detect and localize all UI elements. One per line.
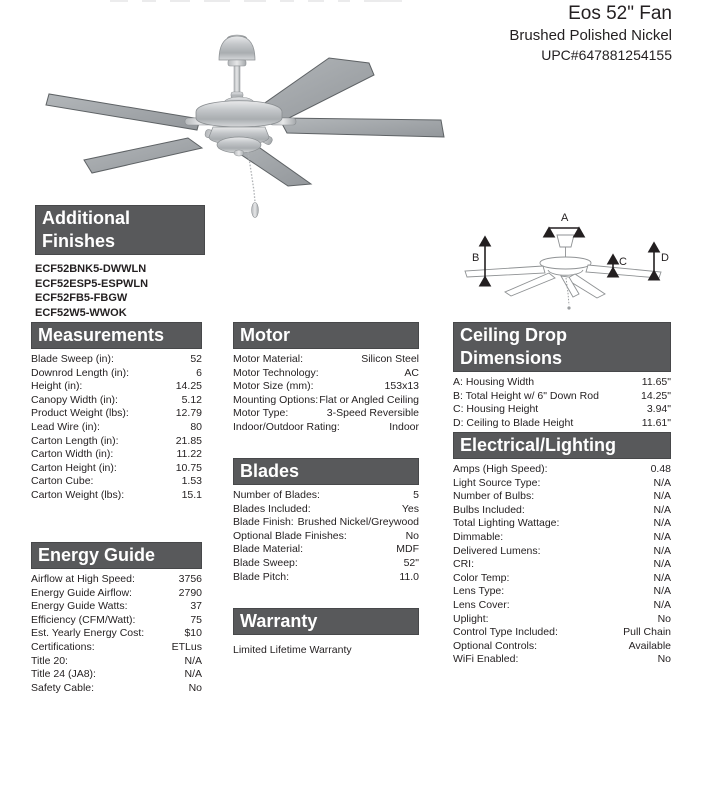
spec-row — [453, 585, 671, 599]
spec-label: Height (in): — [31, 380, 83, 393]
spec-label: Blades Included: — [233, 502, 311, 515]
spec-row — [233, 407, 419, 421]
spec-value: N/A — [653, 571, 671, 584]
spec-row — [233, 557, 419, 571]
spec-row — [233, 353, 419, 367]
measurements-rows — [31, 353, 202, 503]
spec-label: Motor Material: — [233, 353, 304, 365]
spec-row — [31, 587, 202, 601]
spec-value: 14.25 — [175, 380, 202, 393]
finish-item: ECF52FB5-FBGW — [35, 292, 128, 304]
ceiling-drop-section — [453, 322, 671, 430]
spec-label: Carton Weight (lbs): — [31, 488, 125, 501]
spec-label: Uplight: — [453, 612, 489, 625]
spec-row — [31, 367, 202, 381]
spec-row — [453, 572, 671, 586]
spec-label: Optional Blade Finishes: — [233, 529, 347, 542]
spec-value: 11.65" — [641, 376, 671, 388]
spec-row — [233, 516, 419, 530]
spec-value: 0.48 — [650, 463, 671, 475]
spec-value: 11.0 — [399, 570, 419, 583]
spec-row — [233, 421, 419, 435]
spec-value: MDF — [396, 543, 419, 556]
energy-guide-rows — [31, 573, 202, 695]
warranty-text: Limited Lifetime Warranty — [233, 644, 352, 656]
spec-row — [233, 489, 419, 503]
spec-value: 52 — [190, 353, 202, 365]
spec-label: Product Weight (lbs): — [31, 407, 129, 420]
spec-label: Motor Size (mm): — [233, 380, 314, 393]
spec-label: Est. Yearly Energy Cost: — [31, 627, 145, 640]
spec-value: 11.22 — [176, 448, 202, 461]
spec-value: 2790 — [178, 586, 202, 599]
spec-label: CRI: — [453, 558, 474, 571]
spec-value: No — [188, 681, 202, 694]
blades-section — [233, 458, 419, 584]
spec-label: Title 20: — [31, 654, 68, 667]
electrical-lighting-section — [453, 432, 671, 667]
motor-rows — [233, 353, 419, 435]
additional-finishes-header: Additional Finishes — [35, 205, 205, 255]
spec-label: Carton Height (in): — [31, 461, 117, 474]
spec-row — [453, 417, 671, 431]
spec-label: Control Type Included: — [453, 626, 558, 639]
spec-label: Canopy Width (in): — [31, 393, 118, 406]
warranty-section — [233, 608, 419, 657]
spec-label: Downrod Length (in): — [31, 366, 130, 379]
spec-value: Brushed Nickel/Greywood — [297, 516, 419, 529]
spec-value: Silicon Steel — [361, 353, 419, 365]
spec-row — [31, 380, 202, 394]
spec-row — [453, 477, 671, 491]
spec-value: N/A — [184, 668, 202, 681]
spec-label: Carton Width (in): — [31, 448, 114, 461]
additional-finishes-list — [35, 262, 205, 320]
spec-value: 153x13 — [384, 380, 419, 393]
spec-label: Title 24 (JA8): — [31, 668, 96, 681]
spec-row — [233, 543, 419, 557]
spec-label: Delivered Lumens: — [453, 544, 541, 557]
spec-label: Blade Material: — [233, 543, 304, 556]
spec-row — [453, 613, 671, 627]
spec-label: Energy Guide Airflow: — [31, 586, 132, 599]
measurements-header: Measurements — [31, 322, 202, 349]
spec-row — [31, 668, 202, 682]
spec-value: 14.25" — [640, 389, 671, 402]
energy-guide-section — [31, 542, 202, 695]
spec-value: 5 — [413, 489, 419, 501]
spec-label: Motor Type: — [233, 407, 289, 420]
spec-value: N/A — [653, 530, 671, 543]
ceiling-drop-header: Ceiling Drop Dimensions — [453, 322, 671, 372]
spec-label: Lens Cover: — [453, 598, 510, 611]
spec-row — [453, 390, 671, 404]
spec-label: Total Lighting Wattage: — [453, 517, 560, 530]
spec-value: 80 — [190, 420, 202, 433]
spec-label: Safety Cable: — [31, 681, 95, 694]
spec-row — [233, 503, 419, 517]
spec-label: Blade Finish: — [233, 516, 294, 529]
diagram-label-b: B — [472, 252, 480, 264]
additional-finishes-section — [35, 205, 205, 320]
spec-row — [453, 640, 671, 654]
spec-label: Dimmable: — [453, 530, 504, 543]
product-upc: UPC#647881254155 — [541, 47, 672, 63]
spec-value: N/A — [653, 503, 671, 516]
spec-value: 11.61" — [641, 416, 671, 429]
ceiling-drop-rows — [453, 376, 671, 430]
spec-value: 6 — [196, 366, 202, 379]
spec-label: Motor Technology: — [233, 366, 319, 379]
spec-value: No — [657, 612, 671, 625]
finish-item: ECF52W5-WWOK — [35, 306, 127, 319]
spec-label: Optional Controls: — [453, 639, 538, 652]
diagram-label-a: A — [561, 212, 569, 224]
spec-row — [31, 448, 202, 462]
spec-label: Blade Sweep: — [233, 556, 298, 569]
spec-label: Bulbs Included: — [453, 503, 525, 516]
spec-row — [233, 394, 419, 408]
blades-rows — [233, 489, 419, 584]
electrical-lighting-rows — [453, 463, 671, 667]
spec-label: Efficiency (CFM/Watt): — [31, 613, 136, 626]
spec-value: 75 — [190, 613, 202, 626]
spec-row — [453, 558, 671, 572]
spec-label: Number of Bulbs: — [453, 490, 535, 503]
spec-row — [31, 489, 202, 503]
spec-value: Indoor — [389, 420, 419, 433]
cropped-logo-remnant — [110, 0, 400, 3]
spec-value: N/A — [653, 490, 671, 503]
spec-row — [31, 462, 202, 476]
spec-value: N/A — [653, 558, 671, 571]
spec-row — [233, 571, 419, 585]
measurements-section — [31, 322, 202, 503]
spec-value: $10 — [184, 627, 202, 640]
blades-header: Blades — [233, 458, 419, 485]
spec-label: Amps (High Speed): — [453, 463, 548, 475]
product-finish: Brushed Polished Nickel — [509, 27, 672, 44]
spec-label: Number of Blades: — [233, 489, 320, 501]
ceiling-drop-diagram — [453, 197, 683, 319]
spec-row — [453, 376, 671, 390]
fan-product-image — [35, 6, 455, 234]
spec-label: C: Housing Height — [453, 403, 539, 416]
spec-label: Carton Cube: — [31, 475, 94, 488]
spec-value: N/A — [653, 598, 671, 611]
spec-label: Color Temp: — [453, 571, 510, 584]
spec-label: Lens Type: — [453, 585, 505, 598]
spec-value: 3-Speed Reversible — [326, 407, 419, 420]
spec-value: Flat or Angled Ceiling — [319, 393, 419, 406]
energy-guide-header: Energy Guide — [31, 542, 202, 569]
spec-value: N/A — [653, 476, 671, 489]
spec-row — [453, 490, 671, 504]
finish-item: ECF52BNK5-DWWLN — [35, 263, 147, 275]
spec-value: N/A — [653, 544, 671, 557]
spec-value: 10.75 — [175, 461, 202, 474]
spec-value: 1.53 — [181, 475, 202, 488]
spec-label: B: Total Height w/ 6" Down Rod — [453, 389, 599, 402]
spec-value: No — [405, 529, 419, 542]
title-block — [509, 2, 672, 65]
spec-row — [453, 545, 671, 559]
spec-row — [453, 504, 671, 518]
spec-row — [233, 367, 419, 381]
spec-row — [31, 627, 202, 641]
spec-row — [31, 394, 202, 408]
spec-label: Certifications: — [31, 640, 95, 653]
spec-row — [31, 435, 202, 449]
spec-value: N/A — [653, 585, 671, 598]
spec-value: ETLus — [171, 640, 202, 653]
diagram-label-d: D — [661, 252, 669, 264]
spec-label: Energy Guide Watts: — [31, 600, 128, 613]
spec-row — [31, 573, 202, 587]
spec-row — [31, 421, 202, 435]
spec-row — [453, 531, 671, 545]
spec-row — [453, 403, 671, 417]
spec-row — [31, 600, 202, 614]
electrical-lighting-header: Electrical/Lighting — [453, 432, 671, 459]
warranty-header: Warranty — [233, 608, 419, 635]
spec-row — [453, 463, 671, 477]
spec-row — [233, 380, 419, 394]
motor-header: Motor — [233, 322, 419, 349]
spec-value: 3.94" — [646, 403, 671, 416]
spec-row — [31, 407, 202, 421]
finish-item: ECF52ESP5-ESPWLN — [35, 277, 149, 290]
spec-label: Indoor/Outdoor Rating: — [233, 420, 340, 433]
spec-value: 21.85 — [175, 434, 202, 447]
spec-value: 3756 — [178, 573, 202, 585]
spec-row — [233, 530, 419, 544]
spec-label: Blade Sweep (in): — [31, 353, 114, 365]
spec-value: Available — [628, 639, 671, 652]
spec-label: Airflow at High Speed: — [31, 573, 135, 585]
spec-row — [453, 653, 671, 667]
spec-label: Mounting Options: — [233, 393, 319, 406]
spec-row — [31, 475, 202, 489]
spec-value: N/A — [184, 654, 202, 667]
spec-row — [31, 655, 202, 669]
spec-label: D: Ceiling to Blade Height — [453, 416, 574, 429]
spec-value: N/A — [653, 517, 671, 530]
spec-row — [31, 353, 202, 367]
spec-value: Yes — [401, 502, 419, 515]
product-title: Eos 52" Fan — [568, 3, 672, 24]
spec-row — [453, 517, 671, 531]
spec-value: 12.79 — [175, 407, 202, 420]
spec-value: 52" — [403, 556, 419, 569]
spec-value: AC — [404, 366, 419, 379]
spec-value: No — [657, 653, 671, 666]
spec-row — [31, 641, 202, 655]
spec-label: A: Housing Width — [453, 376, 535, 388]
spec-row — [31, 614, 202, 628]
motor-section — [233, 322, 419, 435]
spec-value: 15.1 — [181, 488, 202, 501]
spec-row — [31, 682, 202, 696]
spec-label: Lead Wire (in): — [31, 420, 100, 433]
spec-label: WiFi Enabled: — [453, 653, 519, 666]
spec-value: 37 — [190, 600, 202, 613]
spec-row — [453, 626, 671, 640]
spec-value: 5.12 — [181, 393, 202, 406]
spec-label: Carton Length (in): — [31, 434, 119, 447]
diagram-label-c: C — [619, 256, 627, 268]
spec-label: Light Source Type: — [453, 476, 541, 489]
spec-value: Pull Chain — [623, 626, 671, 639]
spec-label: Blade Pitch: — [233, 570, 290, 583]
spec-row — [453, 599, 671, 613]
